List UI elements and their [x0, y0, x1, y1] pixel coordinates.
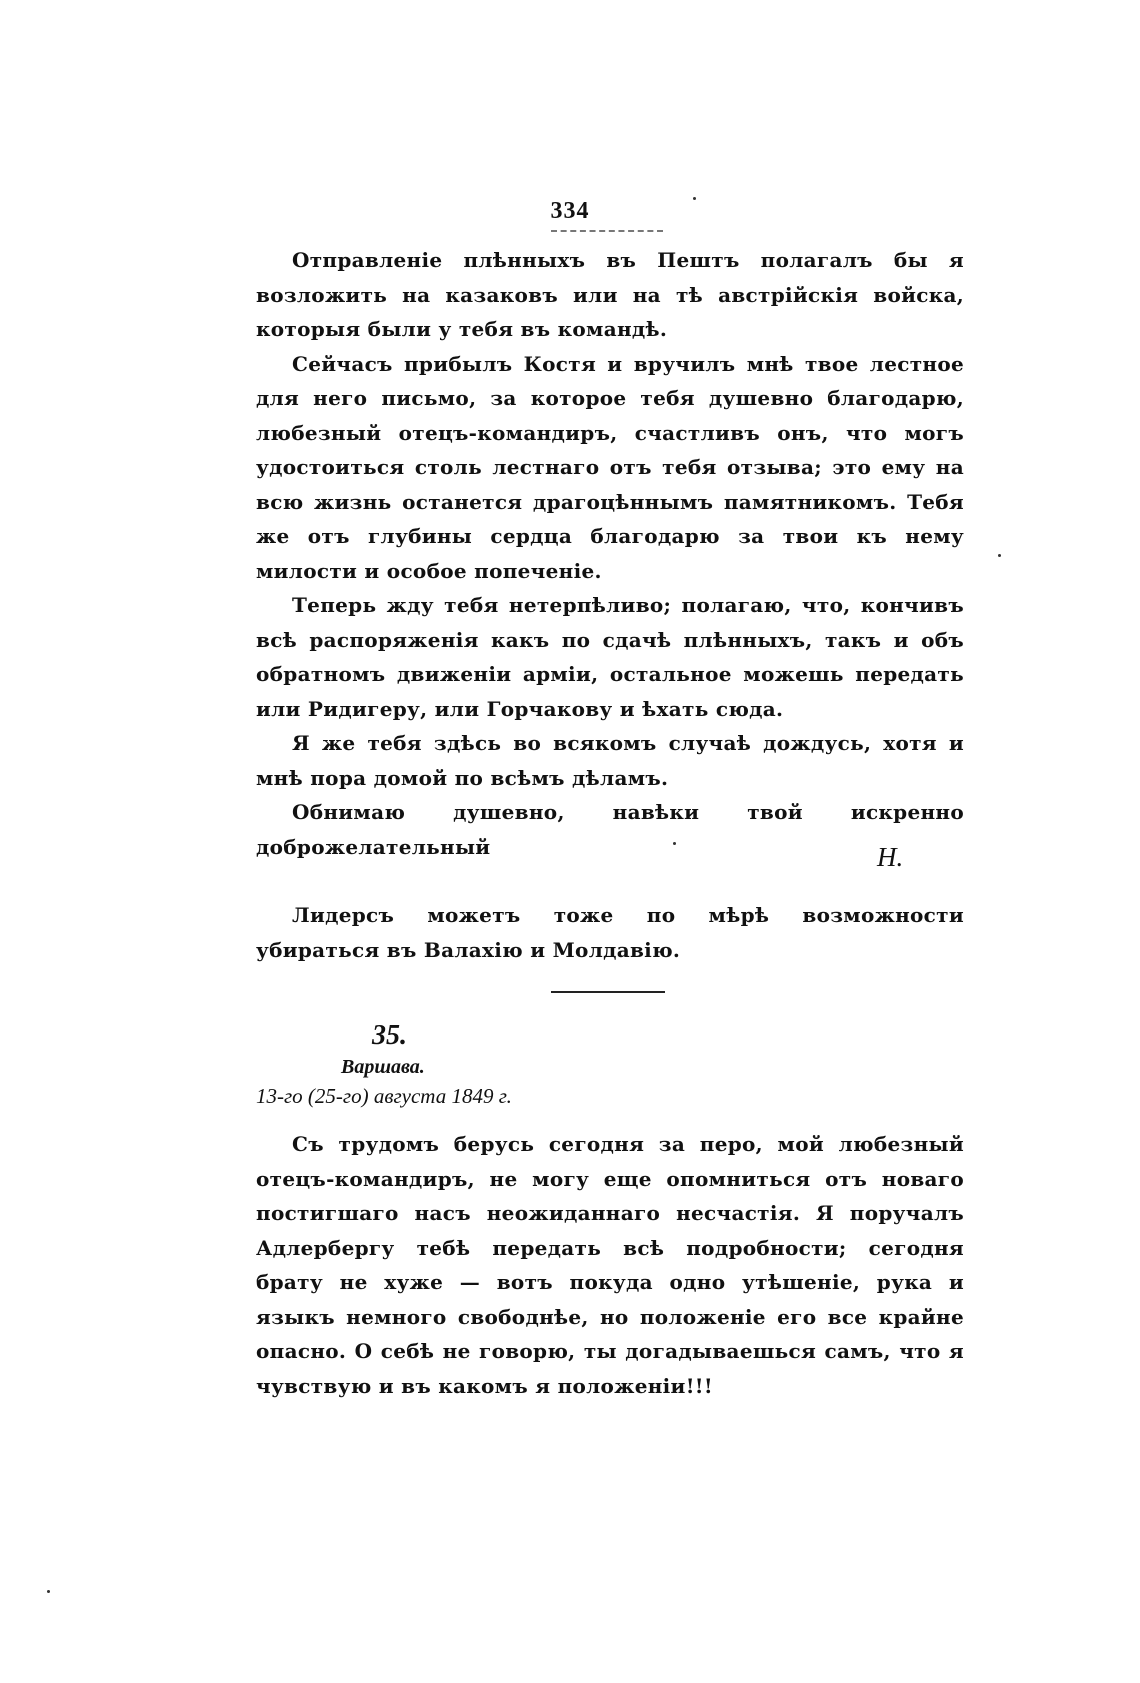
scan-speck — [998, 554, 1001, 557]
paragraph-closing: Обнимаю душевно, навѣки твой искренно доброжелательный — [256, 800, 964, 859]
section-divider — [551, 991, 665, 993]
scan-speck — [693, 197, 696, 200]
page-number: 334 — [550, 198, 590, 224]
letter-35-body — [256, 1127, 964, 1403]
letter-date: 13-го (25-го) августа 1849 г. — [256, 1084, 512, 1108]
paragraph-prisoners: Отправленіе плѣнныхъ въ Пештъ полагалъ бы я возложить на казаковъ или на тѣ австрійскія войска, которыя были у тебя въ командѣ. — [256, 248, 964, 341]
postscript: Лидерсъ можетъ тоже по мѣрѣ возможности убираться въ Валахію и Молдавію. — [256, 903, 964, 962]
letter-34-ending — [256, 243, 964, 864]
letter-number: 35. — [372, 1020, 407, 1051]
paragraph-waiting: Теперь жду тебя нетерпѣливо; полагаю, что, кончивъ всѣ распоряженія какъ по сдачѣ плѣнныхъ, такъ и объ обратномъ движеніи арміи, остальное можешь передать или Ридигеру, или Горчакову и ѣхать сюда. — [256, 593, 964, 721]
paragraph-kostya: Сейчасъ прибылъ Костя и вручилъ мнѣ твое лестное для него письмо, за которое тебя душевно благодарю, любезный отецъ-командиръ, счастливъ онъ, что могъ удостоиться столь лестнаго отъ тебя отзыва; это ему на всю жизнь останется драгоцѣннымъ памятникомъ. Тебя же отъ глубины сердца благодарю за твои къ нему милости и особое попеченіе. — [256, 351, 964, 583]
postscript-block — [256, 898, 964, 967]
page-number-underline — [551, 230, 663, 232]
signature: Н. — [877, 842, 904, 872]
letter-place: Варшава. — [341, 1056, 425, 1078]
scan-speck — [673, 842, 676, 845]
paragraph-stay: Я же тебя здѣсь во всякомъ случаѣ дождусь, хотя и мнѣ пора домой по всѣмъ дѣламъ. — [256, 731, 964, 790]
scan-speck — [47, 1590, 50, 1593]
letter-35-paragraph: Съ трудомъ берусь сегодня за перо, мой любезный отецъ-командиръ, не могу еще опомниться отъ новаго постигшаго насъ неожиданнаго несчастія. Я поручалъ Адлербергу тебѣ передать всѣ подробности; сегодня брату не хуже — вотъ покуда одно утѣшеніе, рука и языкъ немного свободнѣе, но положеніе его все крайне опасно. О себѣ не говорю, ты догадываешься самъ, что я чувствую и въ какомъ я положеніи!!! — [256, 1132, 964, 1398]
